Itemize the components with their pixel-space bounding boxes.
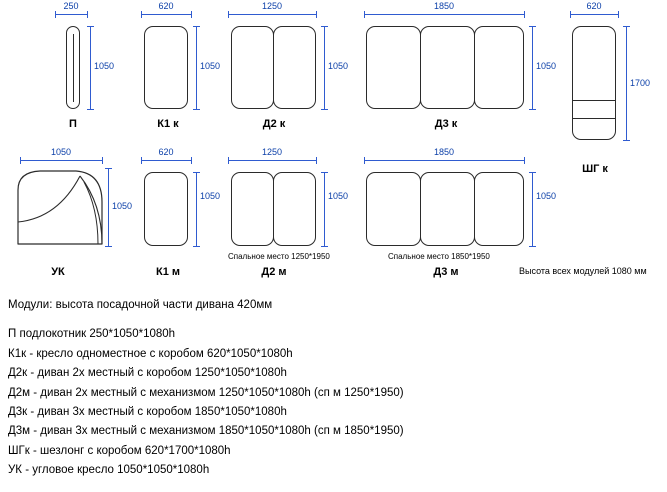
dim-tick: [529, 172, 536, 173]
legend-line: Д2к - диван 2х местный с коробом 1250*1050*1080h: [8, 367, 287, 380]
dim-tick: [321, 109, 328, 110]
dim-tick: [364, 11, 365, 18]
dim-tick: [191, 11, 192, 18]
legend-spacer: [8, 315, 658, 325]
dim-d2k-height: 1050: [328, 61, 349, 71]
legend-block: [8, 296, 658, 481]
dim-line-d3m-width: [364, 160, 524, 161]
dim-line-d3k-height: [532, 26, 533, 109]
note-d2m-sleeping-area: Спальное место 1250*1950: [228, 252, 330, 261]
module-d2k-panel: [231, 26, 274, 109]
module-d3k-panel: [366, 26, 421, 109]
dim-line-p-width: [55, 14, 87, 15]
dim-tick: [228, 11, 229, 18]
legend-line: П подлокотник 250*1050*1080h: [8, 328, 176, 341]
module-d3k-panel: [474, 26, 524, 109]
legend-line: УК - угловое кресло 1050*1050*1080h: [8, 464, 210, 477]
dim-k1m-height: 1050: [200, 191, 221, 201]
legend-line: Д3к - диван 3х местный с коробом 1850*1050*1080h: [8, 406, 287, 419]
dim-k1k-width: 620: [158, 1, 174, 11]
dim-tick: [529, 26, 536, 27]
dim-d2m-height: 1050: [328, 191, 349, 201]
module-shgk-seam: [572, 118, 616, 119]
module-label-k1k: К1 к: [157, 118, 179, 130]
dim-line-uk-height: [108, 168, 109, 246]
legend-line: К1к - кресло одноместное с коробом 620*1050*1080h: [8, 347, 293, 360]
module-uk-body: [14, 168, 106, 246]
dim-tick: [570, 11, 571, 18]
module-d3m-panel: [420, 172, 475, 246]
module-label-shgk: ШГ к: [582, 163, 608, 175]
dim-tick: [529, 246, 536, 247]
dim-tick: [618, 11, 619, 18]
dim-line-k1k-height: [196, 26, 197, 109]
dim-line-k1m-height: [196, 172, 197, 246]
dim-tick: [193, 172, 200, 173]
module-d2m-panel: [231, 172, 274, 246]
dim-line-d3m-height: [532, 172, 533, 246]
legend-title: Модули: высота посадочной части дивана 420мм: [8, 299, 273, 311]
dim-tick: [524, 157, 525, 164]
dim-line-shgk-width: [570, 14, 618, 15]
dim-k1m-width: 620: [158, 147, 174, 157]
legend-line: Д2м - диван 2х местный с механизмом 1250*1050*1080h (сп м 1250*1950): [8, 386, 404, 399]
dim-shgk-height: 1700: [630, 78, 651, 88]
dim-line-k1k-width: [141, 14, 191, 15]
dim-d2m-width: 1250: [261, 147, 283, 157]
dim-d2k-width: 1250: [261, 1, 283, 11]
dim-tick: [321, 246, 328, 247]
module-label-d2m: Д2 м: [261, 266, 287, 278]
dim-tick: [623, 140, 630, 141]
dim-uk-width: 1050: [50, 147, 72, 157]
dim-tick: [20, 157, 21, 164]
dim-p-height: 1050: [94, 61, 115, 71]
dim-tick: [193, 26, 200, 27]
module-d3k-panel: [420, 26, 475, 109]
dim-tick: [321, 172, 328, 173]
dim-tick: [141, 11, 142, 18]
dim-tick: [105, 168, 112, 169]
module-shgk-seam: [572, 100, 616, 101]
module-label-d2k: Д2 к: [262, 118, 286, 130]
dim-tick: [524, 11, 525, 18]
dim-uk-height: 1050: [112, 201, 133, 211]
dim-d3k-width: 1850: [433, 1, 455, 11]
dim-tick: [87, 11, 88, 18]
legend-line: ШГк - шезлонг с коробом 620*1700*1080h: [8, 444, 231, 457]
dim-tick: [141, 157, 142, 164]
dim-tick: [55, 11, 56, 18]
module-k1m-body: [144, 172, 188, 246]
dim-tick: [193, 246, 200, 247]
dim-tick: [191, 157, 192, 164]
dim-k1k-height: 1050: [200, 61, 221, 71]
dim-d3k-height: 1050: [536, 61, 557, 71]
dim-line-d3k-width: [364, 14, 524, 15]
dim-tick: [193, 109, 200, 110]
dim-tick: [87, 26, 94, 27]
note-all-modules-height: Высота всех модулей 1080 мм: [519, 266, 647, 276]
dim-tick: [228, 157, 229, 164]
module-label-d3m: Д3 м: [433, 266, 459, 278]
dim-tick: [623, 26, 630, 27]
dim-tick: [316, 157, 317, 164]
dim-line-p-height: [90, 26, 91, 109]
dim-shgk-width: 620: [586, 1, 602, 11]
dim-line-d2k-width: [228, 14, 316, 15]
dim-d3m-width: 1850: [433, 147, 455, 157]
dim-line-k1m-width: [141, 160, 191, 161]
module-p-seam: [73, 34, 74, 102]
dim-tick: [364, 157, 365, 164]
dim-tick: [321, 26, 328, 27]
note-d3m-sleeping-area: Спальное место 1850*1950: [388, 252, 490, 261]
dim-line-shgk-height: [626, 26, 627, 140]
module-label-p: П: [69, 118, 77, 130]
dim-tick: [529, 109, 536, 110]
dim-d3m-height: 1050: [536, 191, 557, 201]
dim-p-width: 250: [63, 1, 79, 11]
module-label-uk: УК: [51, 266, 65, 278]
dim-line-d2m-height: [324, 172, 325, 246]
dim-tick: [87, 109, 94, 110]
module-d2k-panel: [273, 26, 316, 109]
module-d3m-panel: [474, 172, 524, 246]
legend-line: Д3м - диван 3х местный с механизмом 1850*1050*1080h (сп м 1850*1950): [8, 425, 404, 438]
dim-tick: [102, 157, 103, 164]
dim-line-uk-width: [20, 160, 102, 161]
module-d2m-panel: [273, 172, 316, 246]
module-label-d3k: Д3 к: [434, 118, 458, 130]
module-shgk-body: [572, 26, 616, 140]
dim-line-d2m-width: [228, 160, 316, 161]
module-d3m-panel: [366, 172, 421, 246]
module-label-k1m: К1 м: [155, 266, 181, 278]
dim-tick: [105, 246, 112, 247]
dim-tick: [316, 11, 317, 18]
dim-line-d2k-height: [324, 26, 325, 109]
module-k1k-body: [144, 26, 188, 109]
